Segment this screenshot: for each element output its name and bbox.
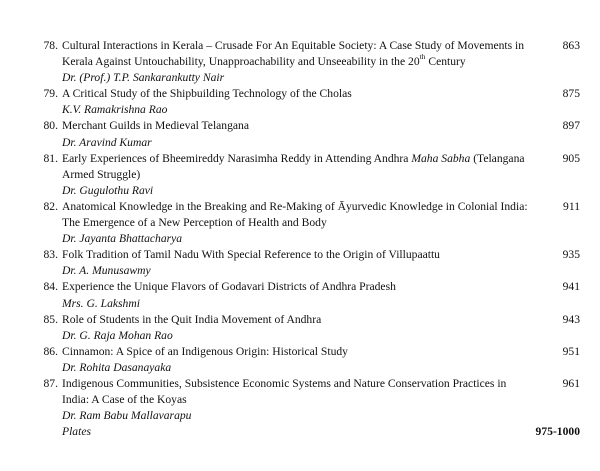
entry-title: A Critical Study of the Shipbuilding Technology of the Cholas [62,87,352,101]
entry-number: 80. [43,119,58,133]
entry-title: Cinnamon: A Spice of an Indigenous Origin: Historical Study [62,344,348,358]
entry-page: 863 [562,39,580,52]
entry-page: 911 [563,199,580,213]
entry-title: Early Experiences of Bheemireddy Narasimha Reddy in Attending Andhra Maha Sabha (Telangana Armed Struggle) [62,151,525,181]
entry-number: 85. [43,312,58,326]
entry-author: Dr. Ram Babu Mallavarapu [62,409,192,423]
entry-author: Dr. Jayanta Bhattacharya [62,232,183,246]
toc-entry-80 [30,118,580,150]
toc-entry-84 [30,279,580,311]
entry-title: Merchant Guilds in Medieval Telangana [62,119,249,133]
toc-entry-87 [30,376,580,424]
entry-page: 935 [562,248,580,262]
entry-number: 84. [43,280,58,294]
table-of-contents [30,38,580,440]
entry-title: Anatomical Knowledge in the Breaking and Re-Making of Āyurvedic Knowledge in Colonial India: The Emergence of a New Perception of Health and Body [62,199,528,230]
toc-entry-85 [30,312,580,344]
entry-author: Dr. Aravind Kumar [62,135,152,149]
entry-number: 79. [43,87,58,101]
entry-title: Cultural Interactions in Kerala – Crusade For An Equitable Society: A Case Study of Movements in Kerala Against Untouchability, Unapproachability and Unseeability in the 20th Century [62,39,525,69]
toc-entry-82 [30,199,580,247]
entry-author: Dr. G. Raja Mohan Rao [62,328,173,342]
toc-entry-83 [30,247,580,279]
entry-page: 961 [562,376,580,390]
plates-page: 975-1000 [535,425,580,439]
entry-page: 943 [562,312,580,326]
toc-entry-plates [30,424,580,440]
entry-author: Dr. A. Munusawmy [62,264,151,278]
entry-title: Role of Students in the Quit India Movement of Andhra [62,312,322,326]
entry-author: Dr. Gugulothu Ravi [62,183,154,197]
toc-entry-86 [30,344,580,376]
entry-number: 82. [43,199,58,213]
entry-page: 875 [562,87,580,101]
entry-number: 86. [43,344,58,358]
entry-author: Dr. (Prof.) T.P. Sankarankutty Nair [62,71,225,85]
toc-entry-81 [30,151,580,199]
entry-number: 87. [43,376,58,390]
entry-number: 78. [43,39,58,52]
entry-number: 83. [43,248,58,262]
entry-page: 941 [562,280,580,294]
entry-title: Folk Tradition of Tamil Nadu With Special Reference to the Origin of Villupaattu [62,248,440,262]
entry-author: Dr. Rohita Dasanayaka [62,360,172,374]
entry-page: 897 [562,119,580,133]
entry-title: Indigenous Communities, Subsistence Economic Systems and Nature Conservation Practices in India: A Case of the Koyas [62,376,507,407]
plates-label: Plates [62,425,91,439]
entry-author: Mrs. G. Lakshmi [62,296,140,310]
entry-title: Experience the Unique Flavors of Godavari Districts of Andhra Pradesh [62,280,396,294]
superscript-th: th [419,52,426,62]
entry-author: K.V. Ramakrishna Rao [62,103,168,117]
entry-number: 81. [43,151,58,165]
entry-page: 951 [562,344,580,358]
entry-page: 905 [562,151,580,165]
toc-entry-79 [30,86,580,118]
toc-entry-78 [30,38,580,86]
